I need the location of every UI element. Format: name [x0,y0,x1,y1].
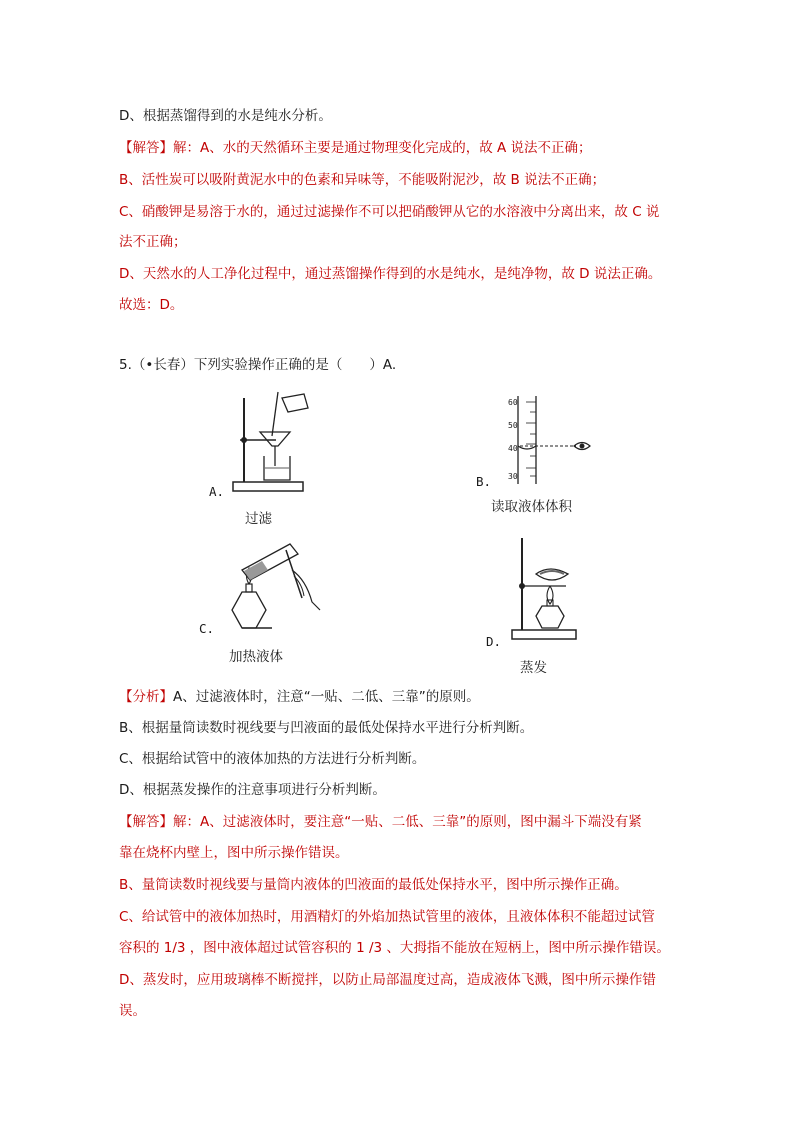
heating-liquid-figure [228,540,328,632]
option-d-caption: 蒸发 [520,660,547,676]
answer2-line-a1 [119,810,642,830]
d-analysis-line: D、根据蒸馏得到的水是纯水分析。 [119,108,332,124]
question-5-stem: 5.（•长春）下列实验操作正确的是（ ）A. [119,357,397,373]
answer-line-a [119,136,592,156]
answer-line-d: D、天然水的人工净化过程中，通过蒸馏操作得到的水是纯水，是纯净物，故 D 说法正确。 [119,266,662,282]
option-a-letter: A. [209,484,225,499]
evaporation-figure [510,534,590,640]
filtration-figure [228,392,318,494]
option-c-letter: C. [199,621,215,636]
choice-line: 故选：D。 [119,297,184,313]
tick-50: 50 [508,421,518,430]
answer2-tag: 【解答】 [119,814,173,830]
option-b-caption: 读取液体体积 [491,499,572,515]
analysis-line-d: D、根据蒸发操作的注意事项进行分析判断。 [119,782,386,798]
tick-30: 30 [508,472,518,481]
answer-line-c1: C、硝酸钾是易溶于水的，通过过滤操作不可以把硝酸钾从它的水溶液中分离出来，故 C 说 [119,204,660,220]
tick-60: 60 [508,398,518,407]
answer-line-b: B、活性炭可以吸附黄泥水中的色素和异味等，不能吸附泥沙，故 B 说法不正确； [119,172,606,188]
option-a-caption: 过滤 [245,511,272,527]
tick-40: 40 [508,444,518,453]
answer-tag: 【解答】 [119,140,173,156]
answer-text-a: 解：A、水的天然循环主要是通过物理变化完成的，故 A 说法不正确； [173,140,592,156]
option-b-letter: B. [476,474,492,489]
answer2-line-a2: 靠在烧杯内壁上，图中所示操作错误。 [119,845,349,861]
answer2-text-a1: 解：A、过滤液体时，要注意“一贴、二低、三靠”的原则，图中漏斗下端没有紧 [173,814,642,830]
answer-line-c2: 法不正确； [119,234,187,250]
answer2-line-d1: D、蒸发时，应用玻璃棒不断搅拌，以防止局部温度过高，造成液体飞溅，图中所示操作错 [119,972,656,988]
analysis-line-a [119,685,480,705]
option-d-letter: D. [486,634,502,649]
analysis-line-c: C、根据给试管中的液体加热的方法进行分析判断。 [119,751,426,767]
answer2-line-b: B、量筒读数时视线要与量筒内液体的凹液面的最低处保持水平，图中所示操作正确。 [119,877,628,893]
answer2-line-d2: 误。 [119,1003,146,1019]
analysis-line-b: B、根据量筒读数时视线要与凹液面的最低处保持水平进行分析判断。 [119,720,534,736]
analysis-text-a: A、过滤液体时，注意“一贴、二低、三靠”的原则。 [173,689,480,705]
option-c-caption: 加热液体 [229,649,283,665]
analysis-tag: 【分析】 [119,689,173,705]
answer2-line-c2: 容积的 1/3 ，图中液体超过试管容积的 1 /3 、大拇指不能放在短柄上，图中所示操作错误。 [119,940,670,956]
answer2-line-c1: C、给试管中的液体加热时，用酒精灯的外焰加热试管里的液体，且液体体积不能超过试管 [119,909,655,925]
